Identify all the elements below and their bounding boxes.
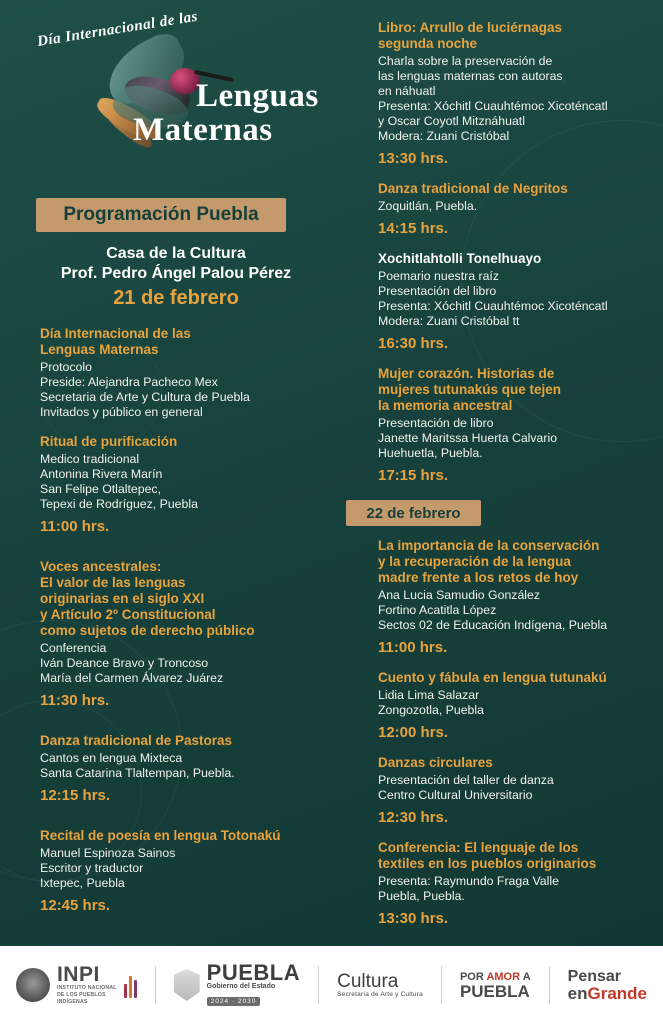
schedule-item-line: Poemario nuestra raíz: [378, 269, 499, 283]
cultura-subtitle: Secretaría de Arte y Cultura: [337, 991, 423, 998]
venue-date: 21 de febrero: [113, 287, 239, 309]
schedule-item-line: Cantos en lengua Mixteca: [40, 751, 183, 765]
schedule-item-line: Iván Deance Bravo y Troncoso: [40, 656, 209, 670]
schedule-item-title: Danza tradicional de Negritos: [378, 181, 568, 196]
schedule-item-line: Zoquitlán, Puebla.: [378, 199, 478, 213]
footer-logos: [0, 946, 663, 1024]
logo-pensar-en-grande: [568, 969, 647, 1002]
cultura-name: Cultura: [337, 971, 399, 992]
logo-por-amor-a-puebla: [460, 971, 531, 1000]
schedule-item-line: las lenguas maternas con autoras: [378, 69, 563, 83]
schedule-item-title: Conferencia: El lenguaje de los textiles en los pueblos originarios: [378, 840, 597, 871]
schedule-item-title: Recital de poesía en lengua Totonakú: [40, 828, 281, 843]
poster-title-line2: Maternas: [133, 112, 273, 148]
schedule-item: [378, 20, 648, 167]
schedule-item-line: Modera: Zuani Cristóbal: [378, 129, 510, 143]
schedule-item-title: Mujer corazón. Historias de mujeres tutunakús que tejen la memoria ancestral: [378, 366, 562, 413]
schedule-item-title: Ritual de purificación: [40, 434, 178, 449]
por-amor-post: A: [522, 970, 531, 983]
schedule-item-time: 12:15 hrs.: [40, 787, 111, 804]
por-amor-highlight: AMOR: [486, 970, 521, 983]
puebla-years: 2024 · 2030: [207, 997, 261, 1006]
schedule-item-line: Escritor y traductor: [40, 861, 144, 875]
schedule-item: [378, 181, 648, 237]
schedule-item-line: Protocolo: [40, 360, 92, 374]
schedule-item-time: 11:30 hrs.: [40, 692, 110, 709]
venue-block: [36, 244, 316, 308]
schedule-item-time: 14:15 hrs.: [378, 220, 449, 237]
day2-banner: 22 de febrero: [346, 500, 481, 526]
schedule-item-time: 11:00 hrs.: [378, 639, 448, 656]
schedule-item-time: 16:30 hrs.: [378, 335, 449, 352]
schedule-item-line: Invitados y público en general: [40, 405, 203, 419]
schedule-item-line: Lidia Lima Salazar: [378, 688, 480, 702]
inpi-name-line3: INDÍGENAS: [56, 998, 88, 1005]
inpi-bars-icon: [124, 972, 137, 998]
logo-puebla: [174, 962, 300, 1008]
schedule-item-line: Presentación del libro: [378, 284, 497, 298]
schedule-item: [378, 670, 648, 741]
schedule-item: [40, 326, 320, 420]
schedule-item: [40, 733, 320, 804]
schedule-item-title: Xochitlahtolli Tonelhuayo: [378, 251, 542, 266]
schedule-item-line: Puebla, Puebla.: [378, 889, 465, 903]
inpi-name-line2: DE LOS PUEBLOS: [56, 991, 106, 998]
schedule-item-time: 12:00 hrs.: [378, 724, 449, 741]
schedule-column-left: [40, 326, 320, 928]
schedule-item-line: Sectos 02 de Educación Indígena, Puebla: [378, 618, 608, 632]
poster-kicker: Día Internacional de las: [36, 8, 200, 50]
schedule-item-title: Cuento y fábula en lengua tutunakú: [378, 670, 607, 685]
schedule-item-time: 11:00 hrs.: [40, 518, 110, 535]
venue-line-1: Casa de la Cultura: [106, 245, 246, 262]
puebla-name: PUEBLA: [206, 960, 301, 985]
schedule-item-line: Fortino Acatitla López: [378, 603, 497, 617]
schedule-item-line: Tepexi de Rodríguez, Puebla: [40, 497, 198, 511]
schedule-item-title: Danzas circulares: [378, 755, 493, 770]
footer-divider: [318, 966, 319, 1004]
schedule-item-line: Centro Cultural Universitario: [378, 788, 533, 802]
por-amor-pre: POR: [459, 970, 484, 983]
program-banner: Programación Puebla: [36, 198, 286, 232]
schedule-item-title: La importancia de la conservación y la recuperación de la lengua madre frente a los retos de hoy: [378, 538, 600, 585]
schedule-item: [40, 434, 320, 535]
venue-line-2: Prof. Pedro Ángel Palou Pérez: [60, 265, 292, 282]
footer-divider: [155, 966, 156, 1004]
schedule-item-time: 13:30 hrs.: [378, 910, 449, 927]
pensar-highlight: Grande: [587, 983, 648, 1003]
schedule-item-time: 12:45 hrs.: [40, 897, 111, 914]
poster-header: [0, 0, 380, 190]
schedule-item-line: y Oscar Coyotl Mitznáhuatl: [378, 114, 525, 128]
schedule-item: [378, 538, 648, 656]
poster-title-line1: Lenguas: [196, 78, 319, 114]
footer-divider: [549, 966, 550, 1004]
por-amor-line2: PUEBLA: [459, 981, 530, 1001]
inpi-acronym: INPI: [56, 962, 100, 986]
schedule-item-title: Libro: Arrullo de luciérnagas segunda noche: [378, 20, 563, 51]
pensar-pre: en: [567, 983, 588, 1003]
spacer: [40, 549, 320, 559]
logo-cultura: [337, 972, 423, 998]
schedule-item-title: Día Internacional de las Lenguas Maternas: [40, 326, 191, 357]
logo-inpi: [16, 962, 137, 1006]
pensar-line1: Pensar: [567, 967, 622, 985]
spacer: [40, 723, 320, 733]
schedule-item-line: Antonina Rivera Marín: [40, 467, 163, 481]
schedule-item-line: Zongozotla, Puebla: [378, 703, 484, 717]
schedule-item-time: 13:30 hrs.: [378, 150, 449, 167]
por-amor-line1: [460, 971, 531, 983]
schedule-item-line: Presentación de libro: [378, 416, 494, 430]
schedule-item-line: Santa Catarina Tlaltempan, Puebla.: [40, 766, 235, 780]
pensar-line2: [568, 985, 647, 1002]
inpi-name-line1: INSTITUTO NACIONAL: [56, 984, 117, 991]
puebla-subtitle: Gobierno del Estado: [206, 983, 276, 990]
schedule-item: [378, 366, 648, 484]
schedule-item: [378, 251, 648, 352]
schedule-item-line: Secretaria de Arte y Cultura de Puebla: [40, 390, 250, 404]
footer-divider: [441, 966, 442, 1004]
schedule-item-line: Presentación del taller de danza: [378, 773, 554, 787]
schedule-item: [40, 828, 320, 914]
schedule-item-line: Manuel Espinoza Sainos: [40, 846, 176, 860]
schedule-item-time: 17:15 hrs.: [378, 467, 449, 484]
schedule-item-line: Huehuetla, Puebla.: [378, 446, 483, 460]
schedule-item-title: Danza tradicional de Pastoras: [40, 733, 233, 748]
schedule-item-line: en náhuatl: [378, 84, 436, 98]
puebla-crest-icon: [174, 969, 200, 1001]
national-seal-icon: [16, 968, 50, 1002]
schedule-item-line: Preside: Alejandra Pacheco Mex: [40, 375, 218, 389]
schedule-item-line: Charla sobre la preservación de: [378, 54, 553, 68]
schedule-item-line: Medico tradicional: [40, 452, 140, 466]
schedule-item-line: Modera: Zuani Cristóbal tt: [378, 314, 520, 328]
schedule-item-line: Ixtepec, Puebla: [40, 876, 125, 890]
schedule-item-line: Janette Maritssa Huerta Calvario: [378, 431, 558, 445]
schedule-item-title: Voces ancestrales: El valor de las lenguas originarias en el siglo XXI y Artículo 2º Constitucional como sujetos de derecho público: [40, 559, 255, 638]
schedule-item-line: Conferencia: [40, 641, 107, 655]
schedule-item: [378, 840, 648, 927]
schedule-item-line: San Felipe Otlaltepec,: [40, 482, 161, 496]
schedule-item-time: 12:30 hrs.: [378, 809, 449, 826]
spacer: [40, 818, 320, 828]
schedule-item: [378, 755, 648, 826]
schedule-item-line: Presenta: Xóchitl Cuauhtémoc Xicoténcatl: [378, 99, 608, 113]
schedule-column-right: [378, 20, 648, 941]
schedule-item-line: Ana Lucia Samudio González: [378, 588, 541, 602]
schedule-item-line: María del Carmen Álvarez Juárez: [40, 671, 224, 685]
schedule-item-line: Presenta: Xóchitl Cuauhtémoc Xicoténcatl: [378, 299, 608, 313]
schedule-item: [40, 559, 320, 709]
schedule-item-line: Presenta: Raymundo Fraga Valle: [378, 874, 559, 888]
